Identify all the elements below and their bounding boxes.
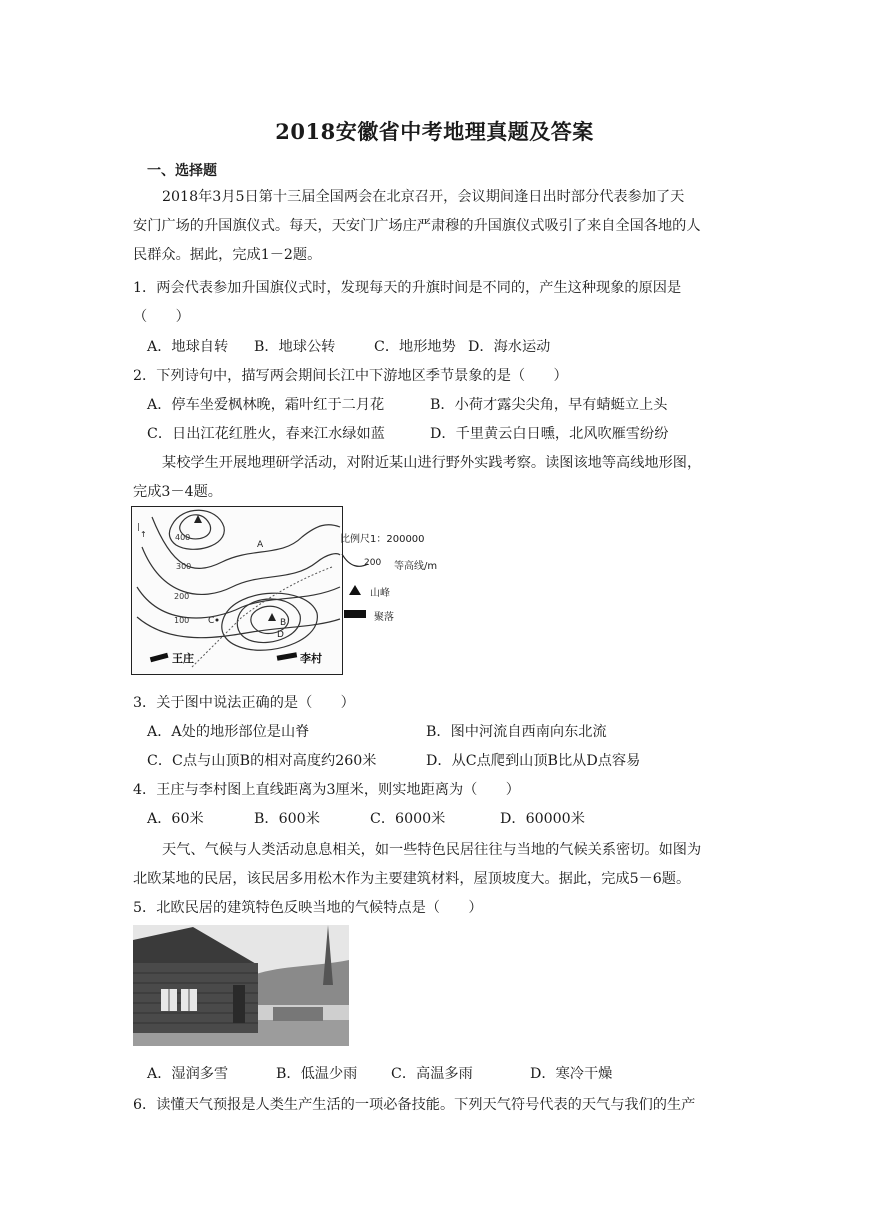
text-line: 北欧某地的民居，该民居多用松木作为主要建筑材料，屋顶坡度大。据此，完成5－6题。 <box>133 871 691 887</box>
contour-label: 300 <box>176 562 192 571</box>
option-c: C．日出江花红胜火，春来江水绿如蓝 <box>147 426 385 442</box>
point-label: A <box>257 540 264 550</box>
question-stem: 1．两会代表参加升国旗仪式时，发现每天的升旗时间是不同的，产生这种现象的原因是 <box>133 280 682 296</box>
peak-icon <box>348 584 362 596</box>
option-a: A．湿润多雪 <box>147 1066 229 1082</box>
page-title: 2018安徽省中考地理真题及答案 <box>275 119 594 144</box>
question-stem: 4．王庄与李村图上直线距离为3厘米，则实地距离为（ ） <box>133 782 520 798</box>
option-a: A．A处的地形部位是山脊 <box>147 724 310 740</box>
peak-legend-label: 山峰 <box>370 588 390 599</box>
settlement-legend-label: 聚落 <box>374 612 394 623</box>
village-label: 王庄 <box>172 652 194 665</box>
text-line: 2018年3月5日第十三届全国两会在北京召开，会议期间逢日出时部分代表参加了天 <box>162 189 685 205</box>
text-line: 某校学生开展地理研学活动，对附近某山进行野外实践考察。读图该地等高线地形图， <box>162 455 702 471</box>
option-b: B．图中河流自西南向东北流 <box>426 724 607 740</box>
text-line: 完成3－4题。 <box>133 484 222 500</box>
option-d: D．60000米 <box>500 811 585 827</box>
svg-text:|: | <box>137 522 140 531</box>
house-image <box>133 925 349 1046</box>
option-b: B．低温少雨 <box>276 1066 358 1082</box>
settlement-icon <box>150 653 169 662</box>
option-c: C．高温多雨 <box>391 1066 473 1082</box>
option-d: D．寒冷干燥 <box>530 1066 613 1082</box>
point-label: C <box>208 616 215 626</box>
text-line: 民群众。据此，完成1－2题。 <box>133 247 322 263</box>
section-heading: 一、选择题 <box>147 163 217 179</box>
question-stem: 2．下列诗句中，描写两会期间长江中下游地区季节景象的是（ ） <box>133 368 568 384</box>
nordic-house-photo <box>133 925 349 1046</box>
contour-legend-value: 200 <box>364 558 382 568</box>
option-c: C．6000米 <box>370 811 446 827</box>
contour-map <box>131 506 343 675</box>
text-line: 天气、气候与人类活动息息相关，如一些特色民居往往与当地的气候关系密切。如图为 <box>162 842 702 858</box>
point-label: D <box>277 630 284 640</box>
peak-icon <box>268 613 276 621</box>
option-b: B．600米 <box>254 811 320 827</box>
question-5-stem: 5．北欧民居的建筑特色反映当地的气候特点是（ ） <box>133 900 483 916</box>
contour-label: 400 <box>175 533 191 542</box>
answer-blank: （ ） <box>133 309 190 325</box>
option-a: A．地球自转 <box>147 339 229 355</box>
settlement-icon <box>344 610 366 620</box>
scale-label: 比例尺1：200000 <box>340 534 425 545</box>
contour-map-drawing <box>132 507 342 674</box>
option-b: B．小荷才露尖尖角，早有蜻蜓立上头 <box>430 397 668 413</box>
option-d: D．从C点爬到山顶B比从D点容易 <box>426 753 641 769</box>
contour-legend-label: 等高线/m <box>394 561 438 572</box>
text-line: 安门广场的升国旗仪式。每天，天安门广场庄严肃穆的升国旗仪式吸引了来自全国各地的人 <box>133 218 701 234</box>
question-stem: 3．关于图中说法正确的是（ ） <box>133 695 355 711</box>
option-a: A．60米 <box>147 811 204 827</box>
option-c: C．地形地势 <box>374 339 456 355</box>
map-legend <box>340 530 470 660</box>
option-d: D．海水运动 <box>468 339 551 355</box>
contour-label: 100 <box>174 616 190 625</box>
option-c: C．C点与山顶B的相对高度约260米 <box>147 753 377 769</box>
option-d: D．千里黄云白日曛，北风吹雁雪纷纷 <box>430 426 669 442</box>
svg-text:↑: ↑ <box>140 530 147 539</box>
point-label: B <box>280 618 287 628</box>
option-b: B．地球公转 <box>254 339 336 355</box>
option-a: A．停车坐爱枫林晚，霜叶红于二月花 <box>147 397 385 413</box>
question-6-stem: 6．读懂天气预报是人类生产生活的一项必备技能。下列天气符号代表的天气与我们的生产 <box>133 1097 696 1113</box>
settlement-icon <box>277 652 298 660</box>
contour-label: 200 <box>174 592 190 601</box>
village-label: 李村 <box>300 652 322 665</box>
